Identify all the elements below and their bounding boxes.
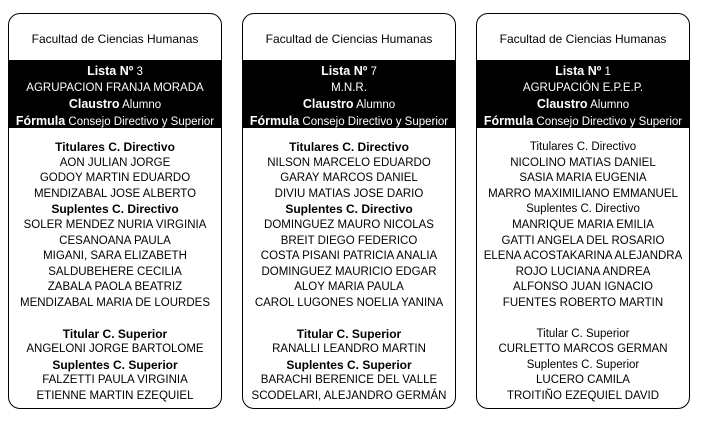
agrupacion-name: M.N.R. [331,82,367,94]
spacer [9,312,221,327]
faculty-name: Facultad de Ciencias Humanas [499,32,667,46]
section-heading: Titulares C. Directivo [289,140,409,154]
candidate-name: SALDUBEHERE CECILIA [48,265,182,278]
claustro-label: Claustro [536,97,588,111]
formula-value: Consejo Directivo y Superior [68,116,215,128]
list-header [243,60,455,128]
candidate-name: MARRO MAXIMILIANO EMMANUEL [488,187,678,200]
candidate-name: GATTI ANGELA DEL ROSARIO [501,234,665,247]
claustro-value: Alumno [590,99,630,111]
section-heading: Titulares C. Directivo [529,141,637,153]
candidate-name: ALFONSO JUAN IGNACIO [513,281,653,294]
spacer [243,312,455,327]
candidate-name: DOMINGUEZ MAURO NICOLAS [264,218,434,231]
list-header [477,60,689,128]
ballot-card-lista-7 [242,13,456,409]
candidate-name: NILSON MARCELO EDUARDO [267,156,431,169]
candidate-name: SASIA MARIA EUGENIA [519,172,647,185]
formula-label: Fórmula [15,114,66,128]
candidate-name: ELENA ACOSTAKARINA ALEJANDRA [483,250,683,263]
lista-number: 7 [370,66,377,78]
candidate-name: MIGANI, SARA ELIZABETH [43,250,187,263]
candidate-name: FALZETTI PAULA VIRGINIA [42,374,188,387]
candidate-name: DOMINGUEZ MAURICIO EDGAR [261,265,437,278]
lista-label: Lista Nº [321,64,368,78]
candidate-name: AON JULIAN JORGE [59,156,171,169]
candidate-name: ZABALA PAOLA BEATRIZ [47,281,183,294]
candidate-name: BREIT DIEGO FEDERICO [280,234,418,247]
agrupacion-name: AGRUPACIÓN E.P.E.P. [522,82,644,94]
candidate-name: CESANOANA PAULA [59,234,171,247]
candidate-name: ETIENNE MARTIN EZEQUIEL [36,389,194,402]
candidate-name: ROJO LUCIANA ANDREA [515,265,651,278]
candidate-name: GARAY MARCOS DANIEL [280,172,418,185]
candidate-name: TROITIÑO EZEQUIEL DAVID [506,389,660,402]
section-heading: Titular C. Superior [62,326,168,341]
candidate-name: COSTA PISANI PATRICIA ANALIA [260,250,438,263]
section-heading: Suplentes C. Directivo [51,202,179,217]
candidate-name: DIVIU MATIAS JOSE DARIO [274,187,424,200]
candidate-name: MENDIZABAL JOSE ALBERTO [33,187,197,200]
formula-value: Consejo Directivo y Superior [302,116,449,128]
lista-number: 3 [136,66,143,78]
candidate-name: FUENTES ROBERTO MARTIN [502,296,664,309]
faculty-name: Facultad de Ciencias Humanas [265,32,433,46]
claustro-value: Alumno [122,99,162,111]
candidate-name: GODOY MARTIN EDUARDO [39,172,191,185]
candidate-name: CURLETTO MARCOS GERMAN [498,343,668,356]
spacer [477,312,689,327]
candidate-name: BARACHI BERENICE DEL VALLE [260,374,438,387]
agrupacion-name: AGRUPACION FRANJA MORADA [26,82,204,94]
lista-label: Lista Nº [555,64,602,78]
section-heading: Titulares C. Directivo [55,140,175,154]
candidate-name: ALOY MARIA PAULA [294,281,404,294]
section-heading: Suplentes C. Directivo [526,203,640,216]
formula-value: Consejo Directivo y Superior [536,116,683,128]
formula-label: Fórmula [249,114,300,128]
section-heading: Suplentes C. Superior [526,358,640,371]
candidate-name: LUCERO CAMILA [536,374,630,387]
formula-label: Fórmula [483,114,534,128]
ballot-card-lista-3 [8,13,222,409]
claustro-label: Claustro [302,97,354,111]
candidate-name: MANRIQUE MARIA EMILIA [512,218,654,231]
faculty-name: Facultad de Ciencias Humanas [31,32,199,46]
candidate-name: SCODELARI, ALEJANDRO GERMÁN [251,389,447,402]
section-heading: Suplentes C. Superior [286,357,412,372]
claustro-value: Alumno [356,99,396,111]
lista-label: Lista Nº [87,64,134,78]
ballot-card-lista-1 [476,13,690,409]
candidate-name: NICOLINO MATIAS DANIEL [510,156,656,169]
candidates-list [243,128,455,405]
claustro-label: Claustro [68,97,120,111]
section-heading: Suplentes C. Directivo [285,202,413,217]
section-heading: Suplentes C. Superior [52,357,178,372]
list-header [9,60,221,128]
candidate-name: MENDIZABAL MARIA DE LOURDES [19,296,210,309]
lista-number: 1 [604,66,611,78]
candidates-list [477,128,689,405]
section-heading: Titular C. Superior [296,326,402,341]
candidate-name: RANALLI LEANDRO MARTIN [272,343,426,356]
candidates-list [9,128,221,405]
section-heading: Titular C. Superior [536,327,630,340]
candidate-name: SOLER MENDEZ NURIA VIRGINIA [23,218,207,231]
candidate-name: ANGELONI JORGE BARTOLOME [26,343,204,356]
candidate-name: CAROL LUGONES NOELIA YANINA [254,296,444,309]
